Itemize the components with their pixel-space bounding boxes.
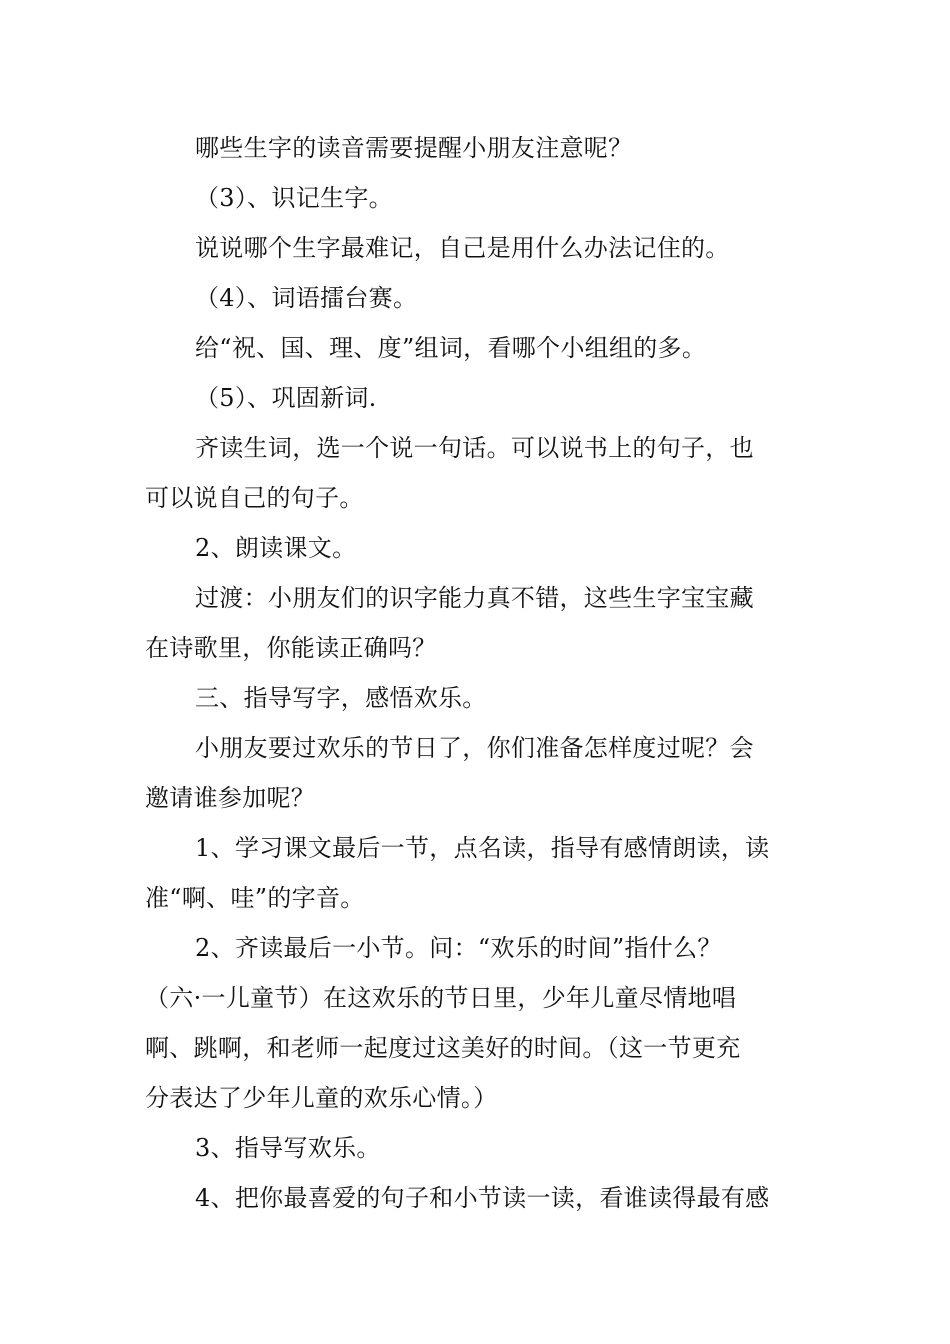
text-line: 2、齐读最后一小节。问：“欢乐的时间”指什么？ [195,934,722,962]
text-line: 准“啊、哇”的字音。 [145,884,365,912]
text-line: 给“祝、国、理、度”组词，看哪个小组组的多。 [195,334,707,362]
text-line: 啊、跳啊，和老师一起度过这美好的时间。（这一节更充 [145,1034,741,1062]
text-line: （5）、巩固新词. [195,384,377,412]
text-line: （3）、识记生字。 [195,184,393,212]
text-line: 在诗歌里，你能读正确吗？ [145,634,437,662]
text-line: 小朋友要过欢乐的节日了，你们准备怎样度过呢？会 [195,734,754,762]
text-line: 分表达了少年儿童的欢乐心情。） [145,1084,498,1112]
text-line: （4）、词语擂台赛。 [195,284,418,312]
text-line: 可以说自己的句子。 [145,484,364,512]
text-line: 过渡：小朋友们的识字能力真不错，这些生字宝宝藏 [195,584,754,612]
text-line: 邀请谁参加呢？ [145,784,316,812]
text-line: 齐读生词，选一个说一句话。可以说书上的句子，也 [195,434,754,462]
text-line: 4、把你最喜爱的句子和小节读一读，看谁读得最有感 [195,1184,770,1212]
text-line: 哪些生字的读音需要提醒小朋友注意呢？ [195,134,633,162]
text-line: 1、学习课文最后一节，点名读，指导有感情朗读，读 [195,834,770,862]
text-line: 说说哪个生字最难记，自己是用什么办法记住的。 [195,234,730,262]
text-line: （六·一儿童节）在这欢乐的节日里，少年儿童尽情地唱 [145,984,737,1012]
text-line: 三、指导写字，感悟欢乐。 [195,684,487,712]
text-line: 3、指导写欢乐。 [195,1134,381,1162]
text-line: 2、朗读课文。 [195,534,357,562]
